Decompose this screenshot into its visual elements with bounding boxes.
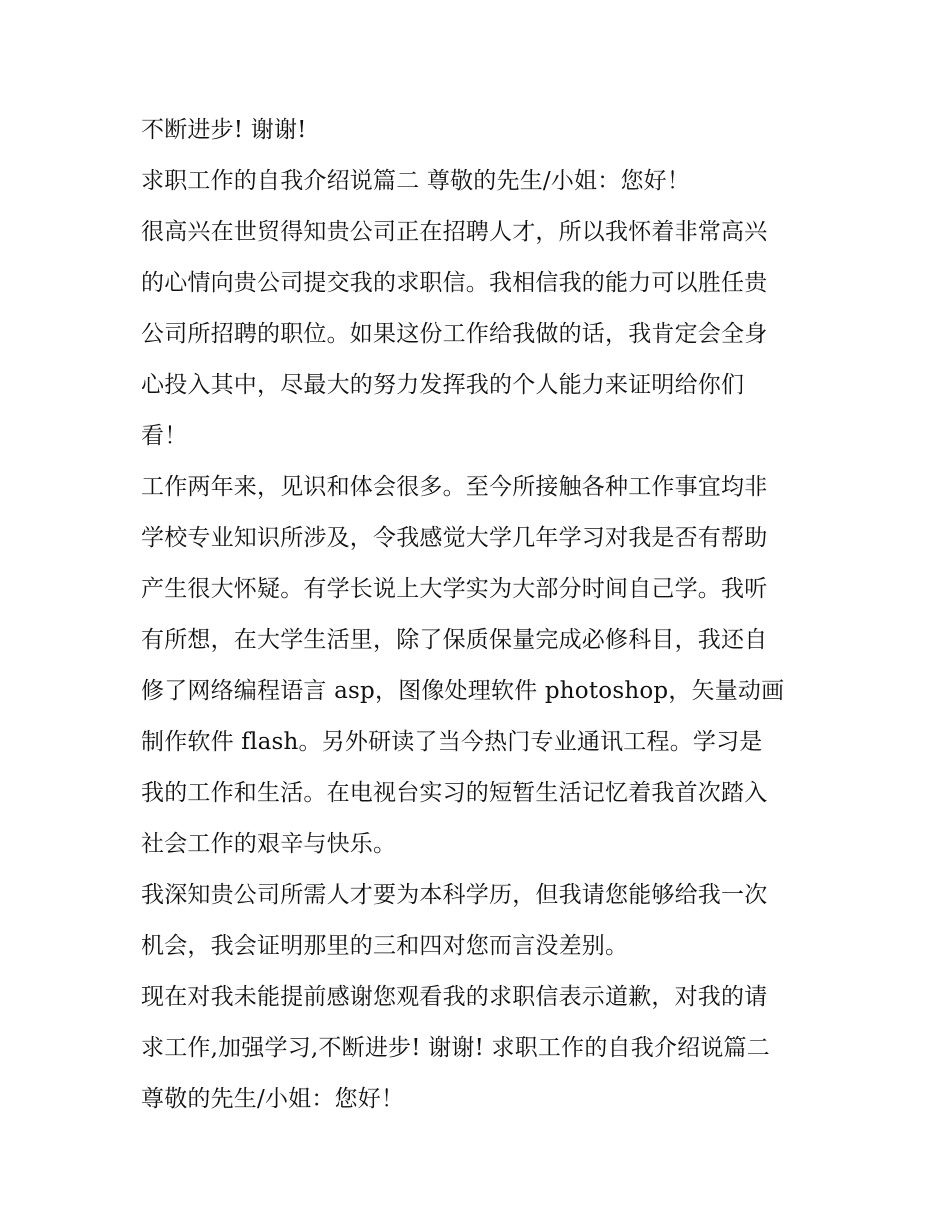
text-line: 看！ bbox=[141, 423, 188, 449]
text-line: 的心情向贵公司提交我的求职信。我相信我的能力可以胜任贵 bbox=[141, 270, 768, 296]
text-line: 有所想，在大学生活里，除了保质保量完成必修科目，我还自 bbox=[141, 627, 768, 653]
text-line: 心投入其中，尽最大的努力发挥我的个人能力来证明给你们 bbox=[141, 372, 745, 398]
text-line: 工作两年来，见识和体会很多。至今所接触各种工作事宜均非 bbox=[141, 474, 768, 500]
text-line: 社会工作的艰辛与快乐。 bbox=[141, 831, 397, 857]
text-line: 求职工作的自我介绍说篇二 尊敬的先生/小姐：您好！ bbox=[141, 168, 691, 194]
text-line: 求工作,加强学习,不断进步! 谢谢! 求职工作的自我介绍说篇二 bbox=[141, 1035, 770, 1061]
text-line: 修了网络编程语言 asp，图像处理软件 photoshop，矢量动画 bbox=[141, 678, 785, 704]
text-line: 公司所招聘的职位。如果这份工作给我做的话，我肯定会全身 bbox=[141, 321, 768, 347]
text-line: 很高兴在世贸得知贵公司正在招聘人才，所以我怀着非常高兴 bbox=[141, 219, 768, 245]
text-line: 我深知贵公司所需人才要为本科学历，但我请您能够给我一次 bbox=[141, 882, 768, 908]
text-line: 我的工作和生活。在电视台实习的短暂生活记忆着我首次踏入 bbox=[141, 780, 768, 806]
text-line: 尊敬的先生/小姐：您好！ bbox=[141, 1086, 405, 1112]
text-line: 机会，我会证明那里的三和四对您而言没差别。 bbox=[141, 933, 629, 959]
text-line: 制作软件 flash。另外研读了当今热门专业通讯工程。学习是 bbox=[141, 729, 763, 755]
text-line: 产生很大怀疑。有学长说上大学实为大部分时间自己学。我听 bbox=[141, 576, 768, 602]
text-line: 学校专业知识所涉及，令我感觉大学几年学习对我是否有帮助 bbox=[141, 525, 768, 551]
text-line: 现在对我未能提前感谢您观看我的求职信表示道歉，对我的请 bbox=[141, 984, 768, 1010]
text-line: 不断进步! 谢谢! bbox=[141, 117, 307, 143]
document-body bbox=[141, 105, 816, 1125]
